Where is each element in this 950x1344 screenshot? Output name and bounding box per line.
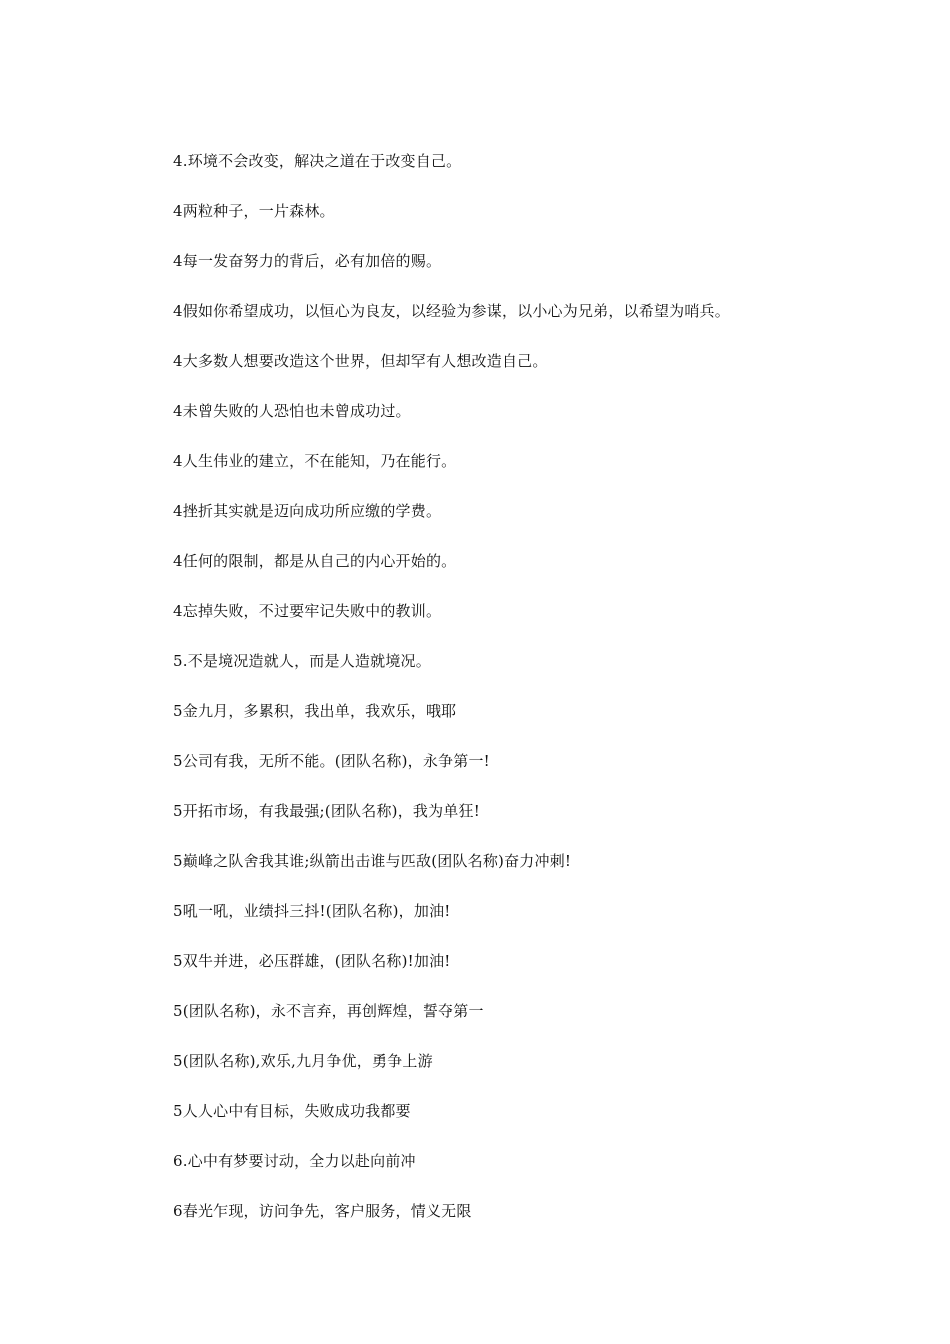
text-line: 4每一发奋努力的背后，必有加倍的赐。 [173, 252, 442, 270]
text-line: 5金九月，多累积，我出单，我欢乐，哦耶 [173, 702, 457, 720]
text-line: 5(团队名称)，永不言弃，再创辉煌，誓夺第一 [173, 1002, 484, 1020]
text-line: 6春光乍现，访问争先，客户服务，情义无限 [173, 1202, 472, 1220]
text-line: 5公司有我，无所不能。(团队名称)，永争第一! [173, 752, 490, 770]
slogan-list [173, 149, 913, 1249]
text-line: 5开拓市场，有我最强;(团队名称)，我为单狂! [173, 802, 480, 820]
text-line: 4挫折其实就是迈向成功所应缴的学费。 [173, 502, 442, 520]
text-line: 5人人心中有目标，失败成功我都要 [173, 1102, 411, 1120]
text-line: 6.心中有梦要讨动，全力以赴向前冲 [173, 1152, 416, 1170]
text-line: 4两粒种子，一片森林。 [173, 202, 335, 220]
text-line: 4假如你希望成功，以恒心为良友，以经验为参谋，以小心为兄弟，以希望为哨兵。 [173, 302, 730, 320]
text-line: 5巅峰之队舍我其谁;纵箭出击谁与匹敌(团队名称)奋力冲刺! [173, 852, 572, 870]
text-line: 4任何的限制，都是从自己的内心开始的。 [173, 552, 457, 570]
text-line: 4未曾失败的人恐怕也未曾成功过。 [173, 402, 411, 420]
text-line: 5(团队名称),欢乐,九月争优，勇争上游 [173, 1052, 433, 1070]
text-line: 4人生伟业的建立，不在能知，乃在能行。 [173, 452, 457, 470]
text-line: 5双牛并进，必压群雄，(团队名称)!加油! [173, 952, 451, 970]
text-line: 5吼一吼，业绩抖三抖!(团队名称)，加油! [173, 902, 451, 920]
text-line: 4忘掉失败，不过要牢记失败中的教训。 [173, 602, 442, 620]
text-line: 4大多数人想要改造这个世界，但却罕有人想改造自己。 [173, 352, 548, 370]
text-line: 5.不是境况造就人，而是人造就境况。 [173, 652, 431, 670]
text-line: 4.环境不会改变，解决之道在于改变自己。 [173, 152, 462, 170]
